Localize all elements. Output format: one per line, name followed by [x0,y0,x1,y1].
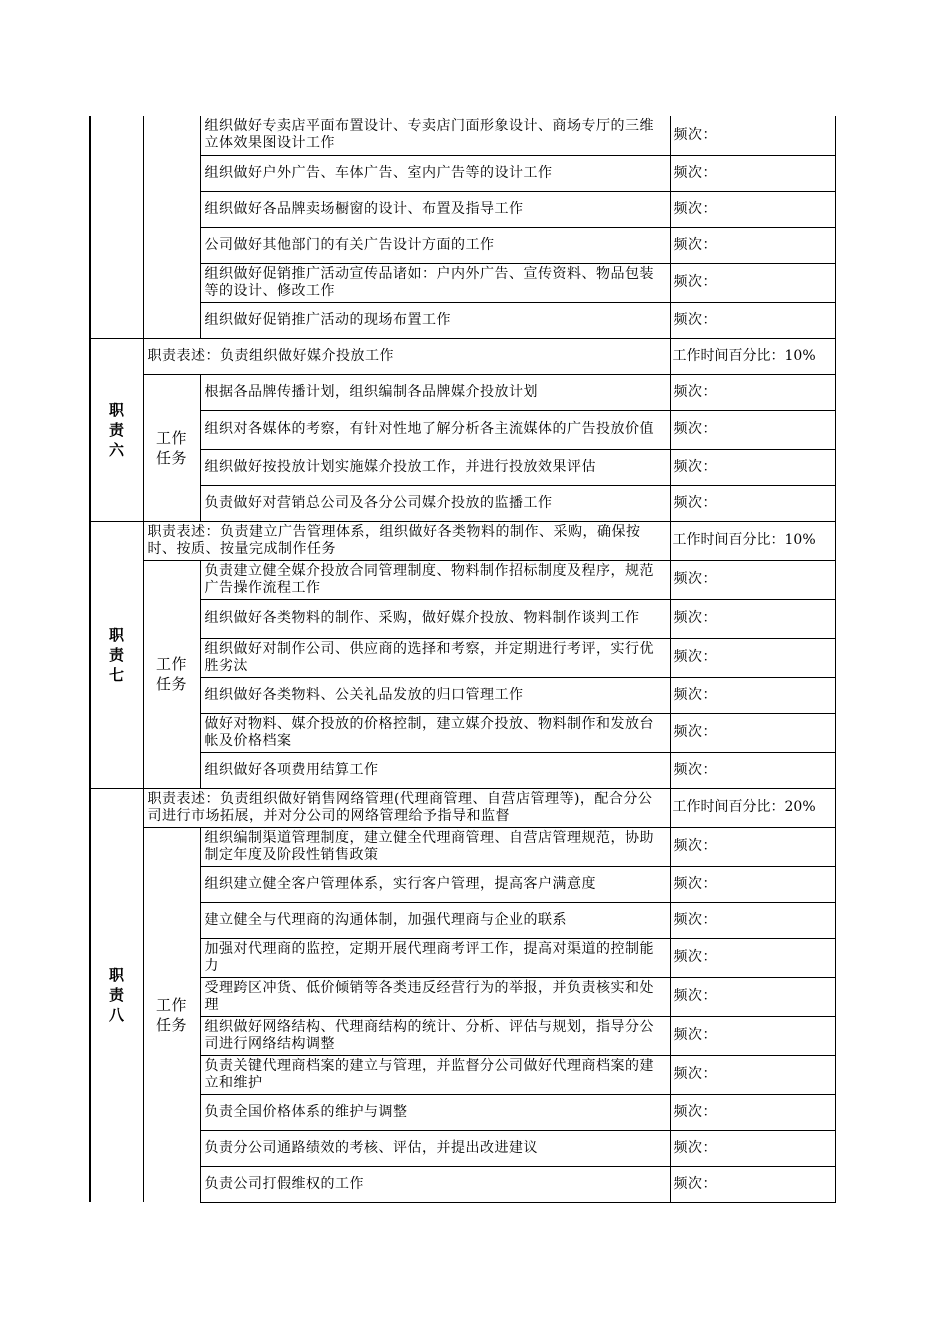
time-percent-value: 20% [784,799,816,815]
time-percent-label: 工作时间百分比： [672,532,785,548]
task-header-label: 工作任务 [155,428,187,467]
frequency-field[interactable]: 频次： [670,902,835,938]
task-item: 建立健全与代理商的沟通体制，加强代理商与企业的联系 [200,902,670,938]
duty-description-row [90,521,835,560]
frequency-field[interactable]: 频次： [670,677,835,713]
frequency-field[interactable]: 频次： [670,374,835,410]
task-row [90,938,835,977]
task-row [90,302,835,338]
frequency-field[interactable]: 频次： [670,116,835,155]
task-row [90,191,835,227]
frequency-field[interactable]: 频次： [670,752,835,788]
task-row [90,1166,835,1202]
task-header-label: 工作任务 [155,995,187,1034]
frequency-field[interactable]: 频次： [670,302,835,338]
time-percent-value: 10% [784,347,816,364]
task-row [90,374,835,410]
task-row [90,485,835,521]
frequency-field[interactable]: 频次： [670,638,835,677]
frequency-field[interactable]: 频次： [670,1055,835,1094]
task-header-cell [143,116,200,338]
task-item: 受理跨区冲货、低价倾销等各类违反经营行为的举报，并负责核实和处理 [200,977,670,1016]
frequency-field[interactable]: 频次： [670,938,835,977]
task-row [90,752,835,788]
time-percent-value: 10% [784,532,816,548]
task-item: 组织做好各项费用结算工作 [200,752,670,788]
frequency-field[interactable]: 频次： [670,1130,835,1166]
task-item: 加强对代理商的监控，定期开展代理商考评工作，提高对渠道的控制能力 [200,938,670,977]
frequency-field[interactable]: 频次： [670,263,835,302]
task-header-cell [143,827,200,1202]
duty-description-row [90,338,835,374]
task-row [90,977,835,1016]
frequency-field[interactable]: 频次： [670,155,835,191]
task-row [90,560,835,599]
task-row [90,155,835,191]
duty-label: 职责六 [108,400,125,459]
frequency-field[interactable]: 频次： [670,485,835,521]
frequency-field[interactable]: 频次： [670,1166,835,1202]
task-row [90,116,835,155]
frequency-field[interactable]: 频次： [670,866,835,902]
task-row [90,1016,835,1055]
task-item: 负责建立健全媒介投放合同管理制度、物料制作招标制度及程序，规范广告操作流程工作 [200,560,670,599]
frequency-field[interactable]: 频次： [670,1094,835,1130]
task-row [90,827,835,866]
duty-label: 职责八 [108,966,125,1025]
task-item: 组织建立健全客户管理体系，实行客户管理，提高客户满意度 [200,866,670,902]
task-item: 做好对物料、媒介投放的价格控制，建立媒介投放、物料制作和发放台帐及价格档案 [200,713,670,752]
task-row [90,1094,835,1130]
frequency-field[interactable]: 频次： [670,827,835,866]
task-item: 负责全国价格体系的维护与调整 [200,1094,670,1130]
task-row [90,902,835,938]
task-header-cell [143,374,200,521]
job-duty-table [89,116,836,1203]
task-row [90,227,835,263]
task-item: 负责分公司通路绩效的考核、评估，并提出改进建议 [200,1130,670,1166]
duty-description-row [90,788,835,827]
duty-label-cell [90,521,143,788]
duty-description: 职责表述：负责组织做好媒介投放工作 [143,338,670,374]
task-item: 组织做好按投放计划实施媒介投放工作，并进行投放效果评估 [200,449,670,485]
task-row [90,1130,835,1166]
task-row [90,599,835,638]
task-item: 公司做好其他部门的有关广告设计方面的工作 [200,227,670,263]
task-item: 组织对各媒体的考察，有针对性地了解分析各主流媒体的广告投放价值 [200,410,670,449]
duty-label-cell [90,338,143,521]
task-row [90,263,835,302]
task-row [90,638,835,677]
task-header-label: 工作任务 [155,655,187,693]
task-item: 组织做好专卖店平面布置设计、专卖店门面形象设计、商场专厅的三维立体效果图设计工作 [200,116,670,155]
task-item: 负责做好对营销总公司及各分公司媒介投放的监播工作 [200,485,670,521]
task-row [90,1055,835,1094]
task-item: 组织做好户外广告、车体广告、室内广告等的设计工作 [200,155,670,191]
task-item: 根据各品牌传播计划，组织编制各品牌媒介投放计划 [200,374,670,410]
task-item: 负责公司打假维权的工作 [200,1166,670,1202]
time-percent-label: 工作时间百分比： [672,347,785,364]
task-row [90,677,835,713]
frequency-field[interactable]: 频次： [670,1016,835,1055]
task-item: 组织做好网络结构、代理商结构的统计、分析、评估与规划，指导分公司进行网络结构调整 [200,1016,670,1055]
frequency-field[interactable]: 频次： [670,227,835,263]
task-item: 组织做好各类物料的制作、采购，做好媒介投放、物料制作谈判工作 [200,599,670,638]
duty-table-container [89,116,834,1203]
task-header-cell [143,560,200,788]
task-item: 组织做好对制作公司、供应商的选择和考察，并定期进行考评，实行优胜劣汰 [200,638,670,677]
time-percent-field[interactable] [670,338,835,374]
frequency-field[interactable]: 频次： [670,449,835,485]
frequency-field[interactable]: 频次： [670,410,835,449]
time-percent-field[interactable] [670,521,835,560]
frequency-field[interactable]: 频次： [670,560,835,599]
duty-label-cell [90,788,143,1202]
task-item: 组织做好促销推广活动的现场布置工作 [200,302,670,338]
task-row [90,410,835,449]
time-percent-field[interactable] [670,788,835,827]
task-item: 组织做好各品牌卖场橱窗的设计、布置及指导工作 [200,191,670,227]
duty-description: 职责表述：负责建立广告管理体系，组织做好各类物料的制作、采购，确保按时、按质、按量完成制作任务 [143,521,670,560]
task-item: 组织做好促销推广活动宣传品诸如：户内外广告、宣传资料、物品包装等的设计、修改工作 [200,263,670,302]
duty-description: 职责表述：负责组织做好销售网络管理(代理商管理、自营店管理等)，配合分公司进行市场拓展，并对分公司的网络管理给予指导和监督 [143,788,670,827]
frequency-field[interactable]: 频次： [670,977,835,1016]
frequency-field[interactable]: 频次： [670,713,835,752]
task-row [90,713,835,752]
duty-label: 职责七 [108,625,125,684]
task-item: 组织做好各类物料、公关礼品发放的归口管理工作 [200,677,670,713]
frequency-field[interactable]: 频次： [670,191,835,227]
duty-label-cell [90,116,143,338]
task-row [90,449,835,485]
task-row [90,866,835,902]
task-item: 负责关键代理商档案的建立与管理，并监督分公司做好代理商档案的建立和维护 [200,1055,670,1094]
frequency-field[interactable]: 频次： [670,599,835,638]
time-percent-label: 工作时间百分比： [672,799,785,815]
task-item: 组织编制渠道管理制度，建立健全代理商管理、自营店管理规范，协助制定年度及阶段性销售政策 [200,827,670,866]
